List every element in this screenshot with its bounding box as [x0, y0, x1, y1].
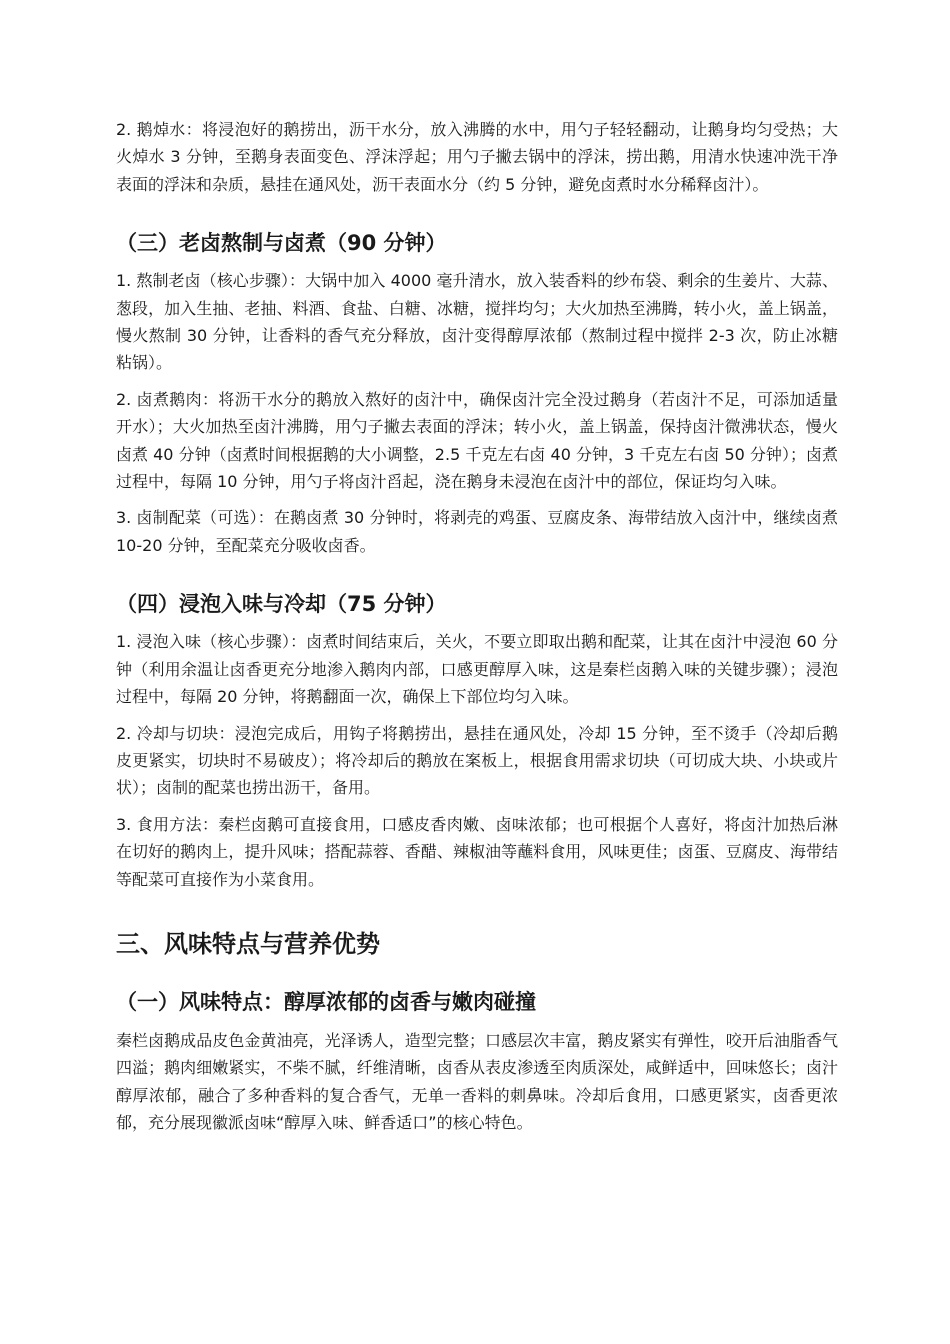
step-4-2-paragraph: 2. 冷却与切块：浸泡完成后，用钩子将鹅捞出，悬挂在通风处，冷却 15 分钟，至不烫手（冷却后鹅皮更紧实，切块时不易破皮）；将冷却后的鹅放在案板上，根据食用需求切块（可切成大块、小块或片状）；卤制的配菜也捞出沥干，备用。: [116, 723, 838, 798]
step-blanch-paragraph: 2. 鹅焯水：将浸泡好的鹅捞出，沥干水分，放入沸腾的水中，用勺子轻轻翻动，让鹅身均匀受热；大火焯水 3 分钟，至鹅身表面变色、浮沫浮起；用勺子撇去锅中的浮沫，捞出鹅，用清水快速冲洗干净表面的浮沫和杂质，悬挂在通风处，沥干表面水分（约 5 分钟，避免卤煮时水分稀释卤汁）。: [116, 120, 838, 194]
step-4-1-paragraph: 1. 浸泡入味（核心步骤）：卤煮时间结束后，关火，不要立即取出鹅和配菜，让其在卤汁中浸泡 60 分钟（利用余温让卤香更充分地渗入鹅肉内部，口感更醇厚入味，这是秦栏卤鹅入味的关键步骤）；浸泡过程中，每隔 20 分钟，将鹅翻面一次，确保上下部位均匀入味。: [116, 632, 838, 707]
document-body: [116, 116, 838, 1137]
subsection-heading-flavor: （一）风味特点：醇厚浓郁的卤香与嫩肉碰撞: [116, 989, 536, 1014]
step-4-3-paragraph: 3. 食用方法：秦栏卤鹅可直接食用，口感皮香肉嫩、卤味浓郁；也可根据个人喜好，将卤汁加热后淋在切好的鹅肉上，提升风味；搭配蒜蓉、香醋、辣椒油等蘸料食用，风味更佳；卤蛋、豆腐皮、海带结等配菜可直接作为小菜食用。: [116, 814, 838, 889]
section-heading-3: 三、风味特点与营养优势: [116, 929, 380, 958]
subsection-heading-4: （四）浸泡入味与冷却（75 分钟）: [116, 592, 447, 617]
step-3-3-paragraph: 3. 卤制配菜（可选）：在鹅卤煮 30 分钟时，将剥壳的鸡蛋、豆腐皮条、海带结放入卤汁中，继续卤煮 10-20 分钟，至配菜充分吸收卤香。: [116, 508, 838, 555]
step-3-1-paragraph: 1. 熬制老卤（核心步骤）：大锅中加入 4000 毫升清水，放入装香料的纱布袋、剩余的生姜片、大蒜、葱段，加入生抽、老抽、料酒、食盐、白糖、冰糖，搅拌均匀；大火加热至沸腾，转小火，盖上锅盖，慢火熬制 30 分钟，让香料的香气充分释放，卤汁变得醇厚浓郁（熬制过程中搅拌 2-3 次，防止冰糖粘锅）。: [116, 271, 838, 373]
step-3-2-paragraph: 2. 卤煮鹅肉：将沥干水分的鹅放入熬好的卤汁中，确保卤汁完全没过鹅身（若卤汁不足，可添加适量开水）；大火加热至卤汁沸腾，用勺子撇去表面的浮沫；转小火，盖上锅盖，保持卤汁微沸状态，慢火卤煮 40 分钟（卤煮时间根据鹅的大小调整，2.5 千克左右卤 40 分钟，3 千克左右卤 50 分钟）；卤煮过程中，每隔 10 分钟，用勺子将卤汁舀起，浇在鹅身未浸泡在卤汁中的部位，保证均匀入味。: [116, 389, 838, 492]
subsection-heading-3: （三）老卤熬制与卤煮（90 分钟）: [116, 231, 447, 256]
flavor-paragraph: 秦栏卤鹅成品皮色金黄油亮，光泽诱人，造型完整；口感层次丰富，鹅皮紧实有弹性，咬开后油脂香气四溢；鹅肉细嫩紧实，不柴不腻，纤维清晰，卤香从表皮渗透至肉质深处，咸鲜适中，回味悠长；卤汁醇厚浓郁，融合了多种香料的复合香气，无单一香料的刺鼻味。冷却后食用，口感更紧实，卤香更浓郁，充分展现徽派卤味“醇厚入味、鲜香适口”的核心特色。: [116, 1030, 838, 1133]
